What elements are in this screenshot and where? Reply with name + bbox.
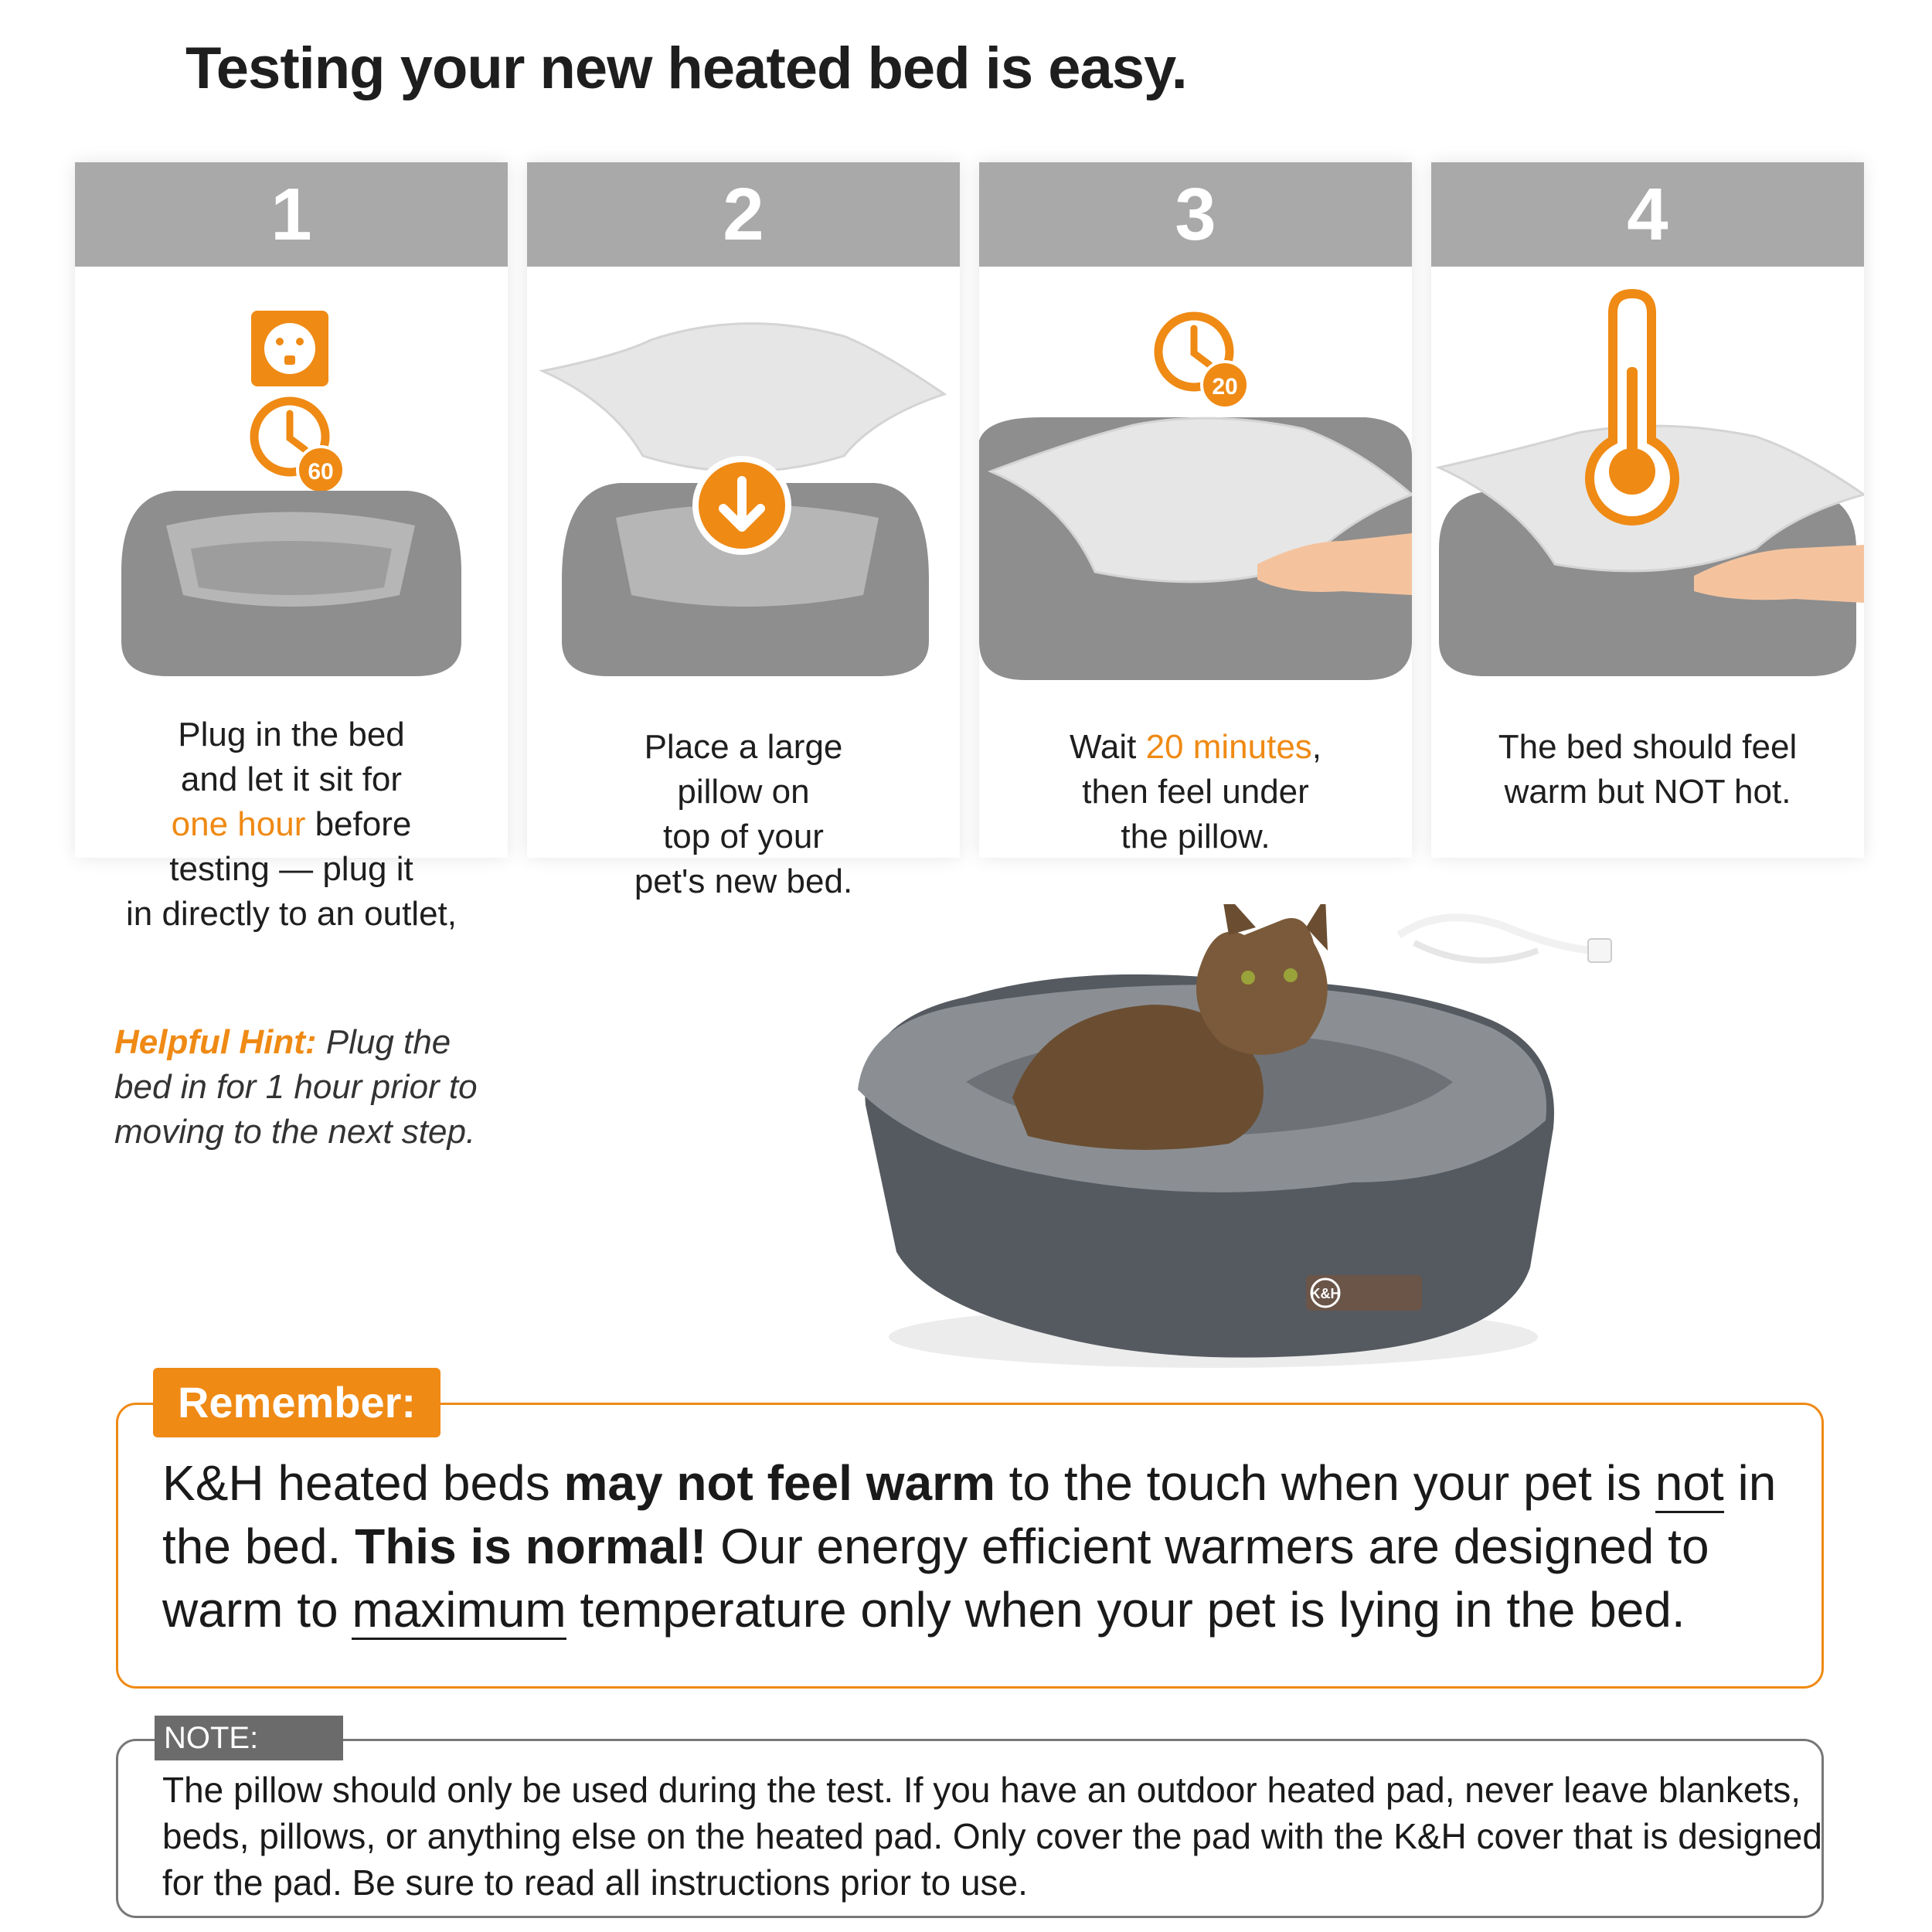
step-2-line-3: top of your [663,818,824,855]
hint-line-1-text: Plug the [316,1023,451,1061]
kh-logo-badge [1306,1275,1422,1311]
remember-bold-1: may not feel warm [563,1455,995,1511]
step-3-line-1 [979,725,1412,770]
remember-text [162,1451,1808,1641]
clock-20-label: 20 [1212,374,1238,400]
hint-line-1 [114,1020,478,1065]
step-4-line-1: The bed should feel [1498,728,1798,766]
note-text: The pillow should only be used during the test. If you have an outdoor heated pad, never leave blankets, beds, pillows, or anything else on the heated pad. Only cover the pad with the K&H cover that is designed for the pad. Be sure to read all instructions prior to use. [162,1770,1822,1903]
step-2-line-4: pet's new bed. [634,862,853,900]
step-1-line-2: and let it sit for [180,760,403,798]
step-3-suffix: , [1311,728,1322,766]
hint-line-2: bed in for 1 hour prior to [114,1068,478,1106]
step-2-line-1: Place a large [644,728,843,766]
step-3-line-3: the pillow. [1121,818,1270,855]
hint-line-3: moving to the next step. [114,1113,476,1151]
step-number-3: 3 [979,162,1412,267]
remember-underline-2: maximum [352,1582,566,1640]
helpful-hint [114,1020,478,1155]
step-3-highlight: 20 minutes [1145,728,1312,766]
remember-bold-2: This is normal! [355,1519,707,1574]
step-number-1: 1 [75,162,508,267]
remember-underline-1: not [1655,1455,1724,1513]
remember-t3: in the bed. [162,1455,1777,1574]
remember-t5: temperature only when your pet is lying in the bed. [566,1582,1685,1638]
step-1-line-3 [75,802,508,847]
step-3-line-2: then feel under [1082,773,1309,811]
step-1-line-3-rest: before [305,805,412,843]
clock-60-label: 60 [308,459,334,485]
hint-label: Helpful Hint: [114,1023,317,1061]
step-1-line-5: in directly to an outlet, [125,895,457,933]
step-1-highlight: one hour [171,805,306,843]
remember-label: Remember: [153,1368,440,1437]
step-1-line-4: testing — plug it [169,850,413,888]
remember-t1: K&H heated beds [162,1455,564,1511]
bed-icon [121,491,461,676]
power-cord-icon [1399,917,1611,962]
note-label: NOTE: [155,1716,343,1760]
step-2-line-2: pillow on [677,773,810,811]
step-2-text [527,725,960,904]
step-4-text [1431,725,1864,815]
cat-in-bed-image [811,904,1631,1383]
step-number-4: 4 [1431,162,1864,267]
remember-t2: to the touch when your pet is [995,1455,1655,1511]
step-4-line-2: warm but NOT hot. [1504,773,1791,811]
step-1-line-1: Plug in the bed [178,716,405,753]
step-number-2: 2 [527,162,960,267]
kh-logo-text: K&H [1310,1286,1341,1301]
step-3-text [979,725,1412,859]
step-1-text [75,713,508,937]
remember-t4: Our energy efficient warmers are designed to warm to [162,1519,1709,1638]
outlet-icon [251,311,328,386]
pillow-icon [543,324,944,471]
step-3-prefix: Wait [1069,728,1146,766]
page-title: Testing your new heated bed is easy. [185,36,1187,101]
down-arrow-icon [696,459,788,552]
thermometer-icon [1590,294,1675,521]
